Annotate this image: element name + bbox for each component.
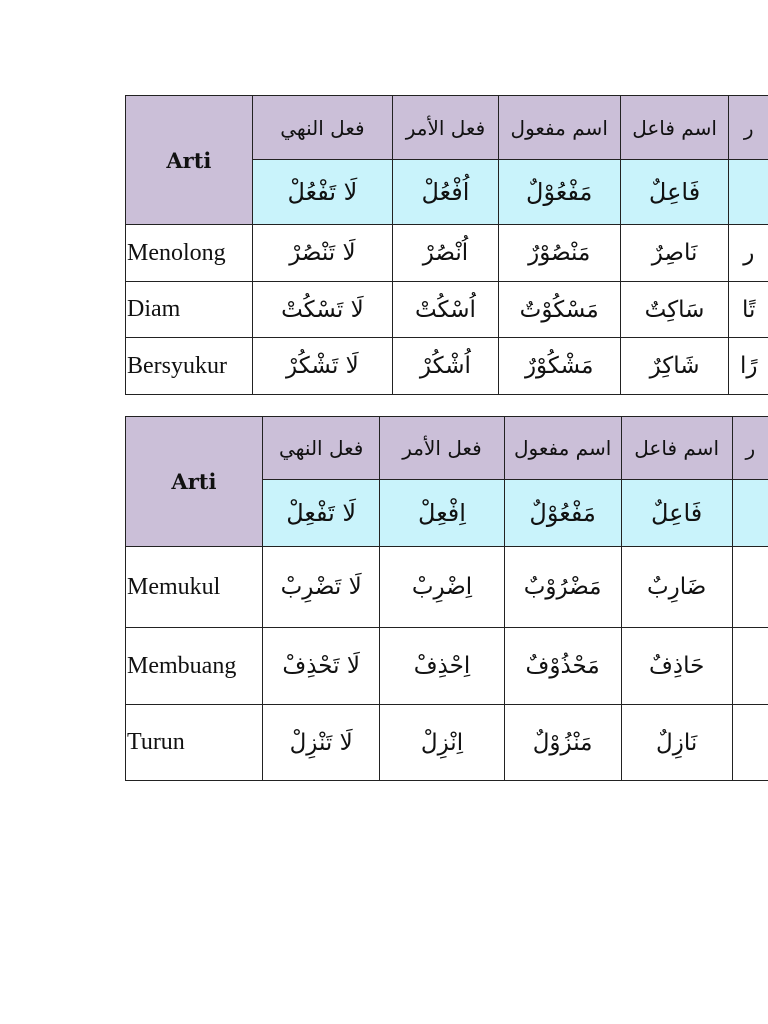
header-fiil-nahi: فعل النهي bbox=[262, 417, 380, 480]
table-row bbox=[126, 338, 768, 395]
row-meaning: Diam bbox=[126, 282, 253, 338]
pattern-maful: مَفْعُوْلٌ bbox=[504, 480, 621, 547]
cell-cut: رًا bbox=[729, 338, 768, 395]
cell-fail: حَاذِفٌ bbox=[621, 628, 732, 705]
cell-maful: مَشْكُوْرٌ bbox=[498, 338, 620, 395]
header-cut: ر bbox=[729, 96, 768, 160]
cell-fail: ضَارِبٌ bbox=[621, 547, 732, 628]
pattern-amr: اُفْعُلْ bbox=[393, 160, 499, 225]
cell-cut: ر bbox=[729, 225, 768, 282]
row-meaning: Menolong bbox=[126, 225, 253, 282]
header-fiil-amr: فعل الأمر bbox=[393, 96, 499, 160]
pattern-fail: فَاعِلٌ bbox=[621, 480, 732, 547]
header-ism-maful: اسم مفعول bbox=[504, 417, 621, 480]
table-row bbox=[126, 547, 768, 628]
row-meaning: Memukul bbox=[126, 547, 263, 628]
header-fiil-nahi: فعل النهي bbox=[252, 96, 392, 160]
tashrif-table-1 bbox=[125, 95, 768, 395]
cell-nahi: لَا تَنْصُرْ bbox=[252, 225, 392, 282]
row-meaning: Membuang bbox=[126, 628, 263, 705]
header-ism-fail: اسم فاعل bbox=[620, 96, 729, 160]
cell-fail: شَاكِرٌ bbox=[620, 338, 729, 395]
header-ism-maful: اسم مفعول bbox=[498, 96, 620, 160]
pattern-cut bbox=[732, 480, 768, 547]
cell-nahi: لَا تَضْرِبْ bbox=[262, 547, 380, 628]
cell-nahi: لَا تَنْزِلْ bbox=[262, 705, 380, 781]
cell-cut: تًا bbox=[729, 282, 768, 338]
cell-maful: مَنْصُوْرٌ bbox=[498, 225, 620, 282]
cell-amr: اُنْصُرْ bbox=[393, 225, 499, 282]
cell-nahi: لَا تَشْكُرْ bbox=[252, 338, 392, 395]
tashrif-table-2 bbox=[125, 416, 768, 781]
pattern-fail: فَاعِلٌ bbox=[620, 160, 729, 225]
cell-amr: اُسْكُتْ bbox=[393, 282, 499, 338]
cell-amr: اُشْكُرْ bbox=[393, 338, 499, 395]
header-row bbox=[126, 96, 768, 160]
pattern-cut bbox=[729, 160, 768, 225]
pattern-amr: اِفْعِلْ bbox=[380, 480, 504, 547]
cell-fail: نَازِلٌ bbox=[621, 705, 732, 781]
cell-amr: اِنْزِلْ bbox=[380, 705, 504, 781]
cell-cut bbox=[732, 547, 768, 628]
table-row bbox=[126, 225, 768, 282]
header-ism-fail: اسم فاعل bbox=[621, 417, 732, 480]
row-meaning: Turun bbox=[126, 705, 263, 781]
cell-amr: اِضْرِبْ bbox=[380, 547, 504, 628]
arti-header: Arti bbox=[126, 96, 253, 225]
cell-maful: مَسْكُوْتٌ bbox=[498, 282, 620, 338]
cell-nahi: لَا تَسْكُتْ bbox=[252, 282, 392, 338]
cell-amr: اِحْذِفْ bbox=[380, 628, 504, 705]
cell-cut bbox=[732, 705, 768, 781]
cell-maful: مَحْذُوْفٌ bbox=[504, 628, 621, 705]
header-row bbox=[126, 417, 768, 480]
table-row bbox=[126, 628, 768, 705]
cell-fail: نَاصِرٌ bbox=[620, 225, 729, 282]
pattern-nahi: لَا تَفْعِلْ bbox=[262, 480, 380, 547]
pattern-nahi: لَا تَفْعُلْ bbox=[252, 160, 392, 225]
cell-maful: مَضْرُوْبٌ bbox=[504, 547, 621, 628]
cell-cut bbox=[732, 628, 768, 705]
pattern-maful: مَفْعُوْلٌ bbox=[498, 160, 620, 225]
header-cut: ر bbox=[732, 417, 768, 480]
row-meaning: Bersyukur bbox=[126, 338, 253, 395]
table-row bbox=[126, 282, 768, 338]
table-row bbox=[126, 705, 768, 781]
cell-nahi: لَا تَحْذِفْ bbox=[262, 628, 380, 705]
cell-fail: سَاكِتٌ bbox=[620, 282, 729, 338]
arti-header: Arti bbox=[126, 417, 263, 547]
header-fiil-amr: فعل الأمر bbox=[380, 417, 504, 480]
cell-maful: مَنْزُوْلٌ bbox=[504, 705, 621, 781]
